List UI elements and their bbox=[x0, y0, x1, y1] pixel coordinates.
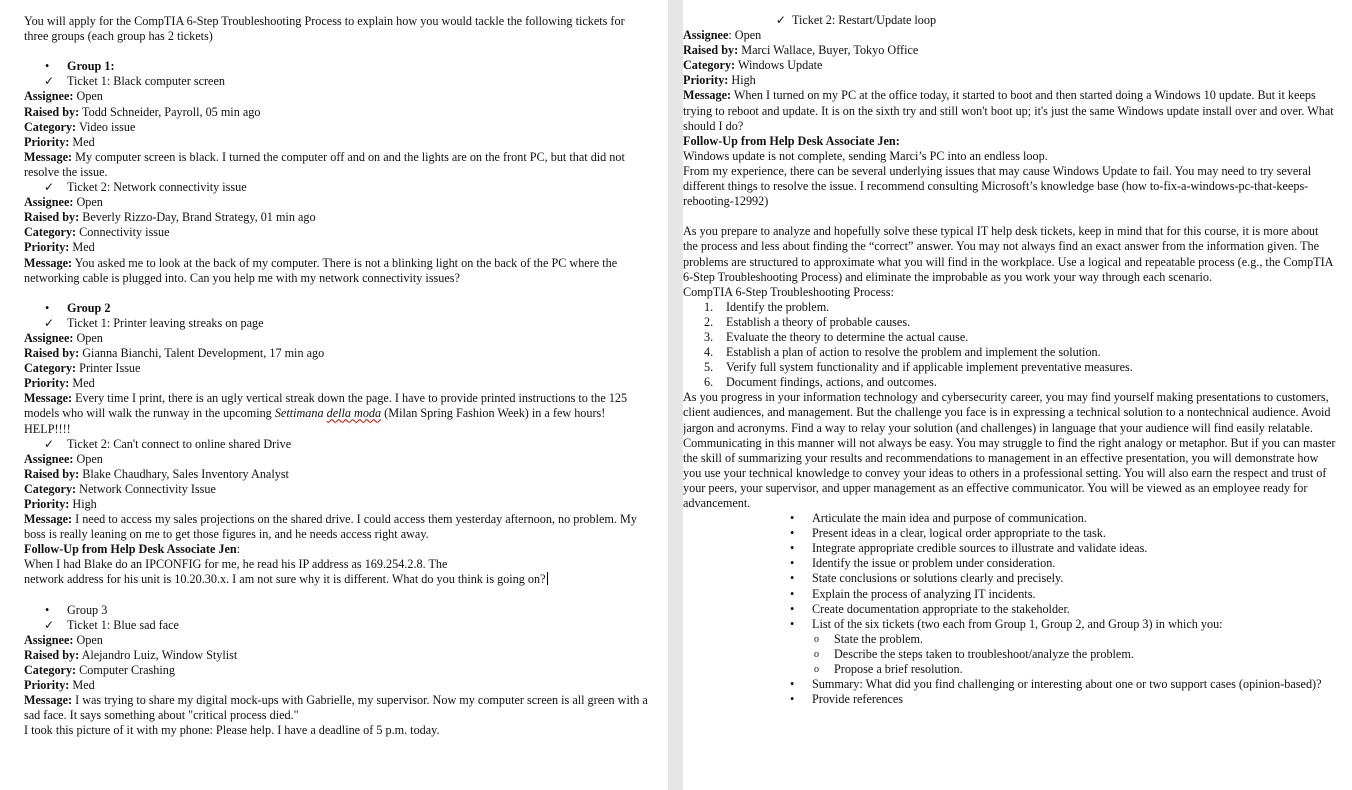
page-gap bbox=[668, 0, 683, 790]
progress-paragraph: As you progress in your information technology and cybersecurity career, you may find yourself making presentations to customers, client audiences, and management. But the challenge you face is in expressing a technical solution to a nontechnical audience. Avoid jargon and acronyms. Find a way to relay your solution (and challenges) in language that your audience will find easily relatable. bbox=[683, 390, 1331, 435]
requirement-item: • Identify the issue or problem under consideration. bbox=[683, 556, 1336, 571]
intro-paragraph: You will apply for the CompTIA 6-Step Troubleshooting Process to explain how you would tackle the following tickets for three groups (each group has 2 tickets) bbox=[24, 14, 625, 44]
group-3-heading bbox=[24, 603, 648, 618]
prepare-paragraph: As you prepare to analyze and hopefully solve these typical IT help desk tickets, keep in mind that for this course, it is more about the process and less about finding the “correct” answer. You may not always find an exact answer from the information given. The problems are structured to approximate what you will find in the workplace. Use a logical and repeatable process (e.g., the CompTIA 6-Step Troubleshooting Process) and eliminate the improbable as you work your way through each scenario. bbox=[683, 224, 1333, 284]
group-2-title: Group 2 bbox=[67, 300, 111, 315]
group2-ticket1-assignee: Assignee: Open bbox=[24, 330, 103, 345]
requirement-item: • Create documentation appropriate to the stakeholder. bbox=[683, 602, 1336, 617]
group2-ticket1-title: ✓ Ticket 1: Printer leaving streaks on page bbox=[44, 315, 264, 330]
group-1-heading bbox=[24, 59, 648, 74]
checkmark-icon: ✓ bbox=[775, 13, 787, 27]
group2-ticket1-message: Message: Every time I print, there is an ugly vertical streak down the page. I have to provide printed instructions to the 125 models who will walk the runway in the upcoming Settimana della moda (Milan Spring Fashion Week) in a few hours! HELP!!!! bbox=[24, 391, 628, 436]
group3-followup-heading: Follow-Up from Help Desk Associate Jen: bbox=[683, 133, 900, 148]
group3-ticket2-priority: Priority: High bbox=[683, 73, 756, 88]
checkmark-icon: ✓ bbox=[44, 436, 55, 451]
requirement-item: • State conclusions or solutions clearly and precisely. bbox=[683, 571, 1336, 586]
troubleshooting-steps bbox=[683, 300, 1336, 391]
group1-ticket2-raised-by: Raised by: Beverly Rizzo-Day, Brand Strategy, 01 min ago bbox=[24, 210, 316, 225]
group2-ticket2-raised-by: Raised by: Blake Chaudhary, Sales Inventory Analyst bbox=[24, 466, 289, 481]
checkmark-icon: ✓ bbox=[44, 617, 55, 632]
checkmark-icon: ✓ bbox=[44, 74, 55, 89]
step-item: 4. Establish a plan of action to resolve the problem and implement the solution. bbox=[704, 345, 1101, 360]
group3-ticket2-category: Category: Windows Update bbox=[683, 58, 823, 73]
requirement-item: • Provide references bbox=[683, 692, 1336, 707]
group2-ticket2-priority: Priority: High bbox=[24, 497, 97, 511]
group2-ticket1-category: Category: Printer Issue bbox=[24, 361, 141, 376]
requirement-item: • Integrate appropriate credible sources to illustrate and validate ideas. bbox=[683, 541, 1336, 556]
group2-ticket2-message: Message: I need to access my sales projections on the shared drive. I could access them yesterday afternoon, no problem. My boss is really leaning on me to get those figures in, and he needs access right away. bbox=[24, 512, 637, 542]
group2-ticket2-category: Category: Network Connectivity Issue bbox=[24, 481, 216, 496]
group1-ticket1-message: Message: My computer screen is black. I turned the computer off and on and the lights are on the front PC, but that did not resolve the issue. bbox=[24, 149, 625, 179]
group1-ticket2-title: ✓ Ticket 2: Network connectivity issue bbox=[44, 180, 247, 195]
group2-followup-line2[interactable]: network address for his unit is 10.20.30.x. I am not sure why it is different. What do you think is going on? bbox=[24, 572, 546, 587]
checkmark-icon: ✓ bbox=[44, 180, 55, 195]
requirement-item: • List of the six tickets (two each from Group 1, Group 2, and Group 3) in which you: o State the problem. o Describe the steps taken to troubleshoot/analyze the problem. o Propose a brief resolution. bbox=[683, 617, 1336, 677]
group1-ticket1-priority: Priority: Med bbox=[24, 134, 95, 149]
ticket-sublist bbox=[812, 632, 1336, 677]
requirements-list bbox=[683, 511, 1336, 707]
group2-followup-heading: Follow-Up from Help Desk Associate Jen: bbox=[24, 542, 241, 557]
group3-ticket2-message: Message: When I turned on my PC at the office today, it started to boot and then started doing a Windows 10 update. But it keeps trying to reboot and update. It is on the sixth try and still won't boot up; it's just the same Windows update install over and over. What should I do? bbox=[683, 88, 1334, 133]
step-item: 2. Establish a theory of probable causes. bbox=[704, 314, 911, 329]
right-body bbox=[683, 28, 1336, 707]
sub-item: o Describe the steps taken to troubleshoot/analyze the problem. bbox=[812, 647, 1336, 662]
group-2-heading bbox=[24, 301, 648, 316]
requirement-item: • Summary: What did you find challenging or interesting about one or two support cases (opinion-based)? bbox=[683, 677, 1336, 692]
group1-ticket2-category: Category: Connectivity issue bbox=[24, 225, 170, 240]
group-3-title: Group 3 bbox=[67, 602, 108, 617]
requirement-item: • Articulate the main idea and purpose of communication. bbox=[683, 511, 1336, 526]
group3-ticket1-priority: Priority: Med bbox=[24, 678, 95, 693]
group3-followup-p2: From my experience, there can be several underlying issues that may cause Windows Update to fail. You may need to try several different things to resolve the issue. I recommend consulting Microsoft’s knowledge base (how to-fix-a-windows-pc-that-keeps-rebooting-12992) bbox=[683, 163, 1312, 209]
group2-followup-line1: When I had Blake do an IPCONFIG for me, he read his IP address as 169.254.2.8. The bbox=[24, 557, 448, 572]
communicating-paragraph: Communicating in this manner will not always be easy. You may struggle to find the right analogy or metaphor. But if you can master the skill of summarizing your results and recommendations to management in an effective presentation, you will demonstrate how you use your technical knowledge to convey your ideas to others in a professional setting. You will also earn the respect and trust of your peers, your supervisor, and upper management as an effective communicator. You will be viewed as an employee ready for advancement. bbox=[683, 435, 1336, 510]
group3-ticket2-raised-by: Raised by: Marci Wallace, Buyer, Tokyo Office bbox=[683, 43, 919, 58]
group3-ticket2-assignee: Assignee: Open bbox=[683, 28, 762, 43]
group3-ticket1-raised-by: Raised by: Alejandro Luiz, Window Stylist bbox=[24, 647, 238, 662]
group3-ticket1-title: ✓ Ticket 1: Blue sad face bbox=[44, 617, 179, 632]
group2-ticket1-priority: Priority: Med bbox=[24, 376, 95, 391]
requirement-item: • Present ideas in a clear, logical order appropriate to the task. bbox=[683, 526, 1336, 541]
group3-ticket1-message: Message: I was trying to share my digital mock-ups with Gabrielle, my supervisor. Now my computer screen is all green with a sad face. It says something about "critical process died." bbox=[24, 693, 648, 723]
group3-ticket1-category: Category: Computer Crashing bbox=[24, 663, 175, 678]
group3-ticket1-extra: I took this picture of it with my phone: Please help. I have a deadline of 5 p.m. today. bbox=[24, 723, 440, 738]
step-item: 3. Evaluate the theory to determine the actual cause. bbox=[704, 329, 969, 344]
group1-ticket2-assignee: Assignee: Open bbox=[24, 195, 103, 210]
group1-ticket2-priority: Priority: Med bbox=[24, 240, 95, 255]
requirement-item: • Explain the process of analyzing IT incidents. bbox=[683, 587, 1336, 602]
step-item: 5. Verify full system functionality and if applicable implement preventative measures. bbox=[704, 360, 1133, 375]
checkmark-icon: ✓ bbox=[44, 315, 55, 330]
group2-ticket2-title: ✓ Ticket 2: Can't connect to online shared Drive bbox=[44, 436, 292, 451]
sub-item: o State the problem. bbox=[812, 632, 1336, 647]
group1-ticket1-raised-by: Raised by: Todd Schneider, Payroll, 05 min ago bbox=[24, 104, 261, 119]
group1-ticket1-category: Category: Video issue bbox=[24, 119, 136, 134]
group1-ticket1-title: ✓ Ticket 1: Black computer screen bbox=[44, 74, 225, 89]
spellcheck-underline[interactable]: della moda bbox=[326, 406, 382, 421]
sub-item: o Propose a brief resolution. bbox=[812, 662, 1336, 677]
group-1-title: Group 1: bbox=[67, 59, 115, 74]
group3-followup-p1: Windows update is not complete, sending Marci’s PC into an endless loop. bbox=[683, 148, 1048, 163]
group3-ticket2-title: ✓ Ticket 2: Restart/Update loop bbox=[770, 13, 1336, 28]
group2-ticket1-raised-by: Raised by: Gianna Bianchi, Talent Development, 17 min ago bbox=[24, 346, 325, 361]
process-title: CompTIA 6-Step Troubleshooting Process: bbox=[683, 284, 894, 299]
document-page-left[interactable] bbox=[0, 0, 668, 790]
step-item: 6. Document findings, actions, and outcomes. bbox=[704, 375, 937, 390]
step-item: 1. Identify the problem. bbox=[704, 299, 830, 314]
text-cursor bbox=[547, 572, 548, 585]
group3-ticket1-assignee: Assignee: Open bbox=[24, 632, 103, 647]
group1-ticket1-assignee: Assignee: Open bbox=[24, 89, 103, 104]
group2-ticket2-assignee: Assignee: Open bbox=[24, 451, 103, 466]
document-page-right[interactable] bbox=[683, 0, 1352, 790]
group1-ticket2-message: Message: You asked me to look at the back of my computer. There is not a blinking light on the back of the PC where the networking cable is plugged into. Can you help me with my network connectivity issues? bbox=[24, 255, 618, 285]
